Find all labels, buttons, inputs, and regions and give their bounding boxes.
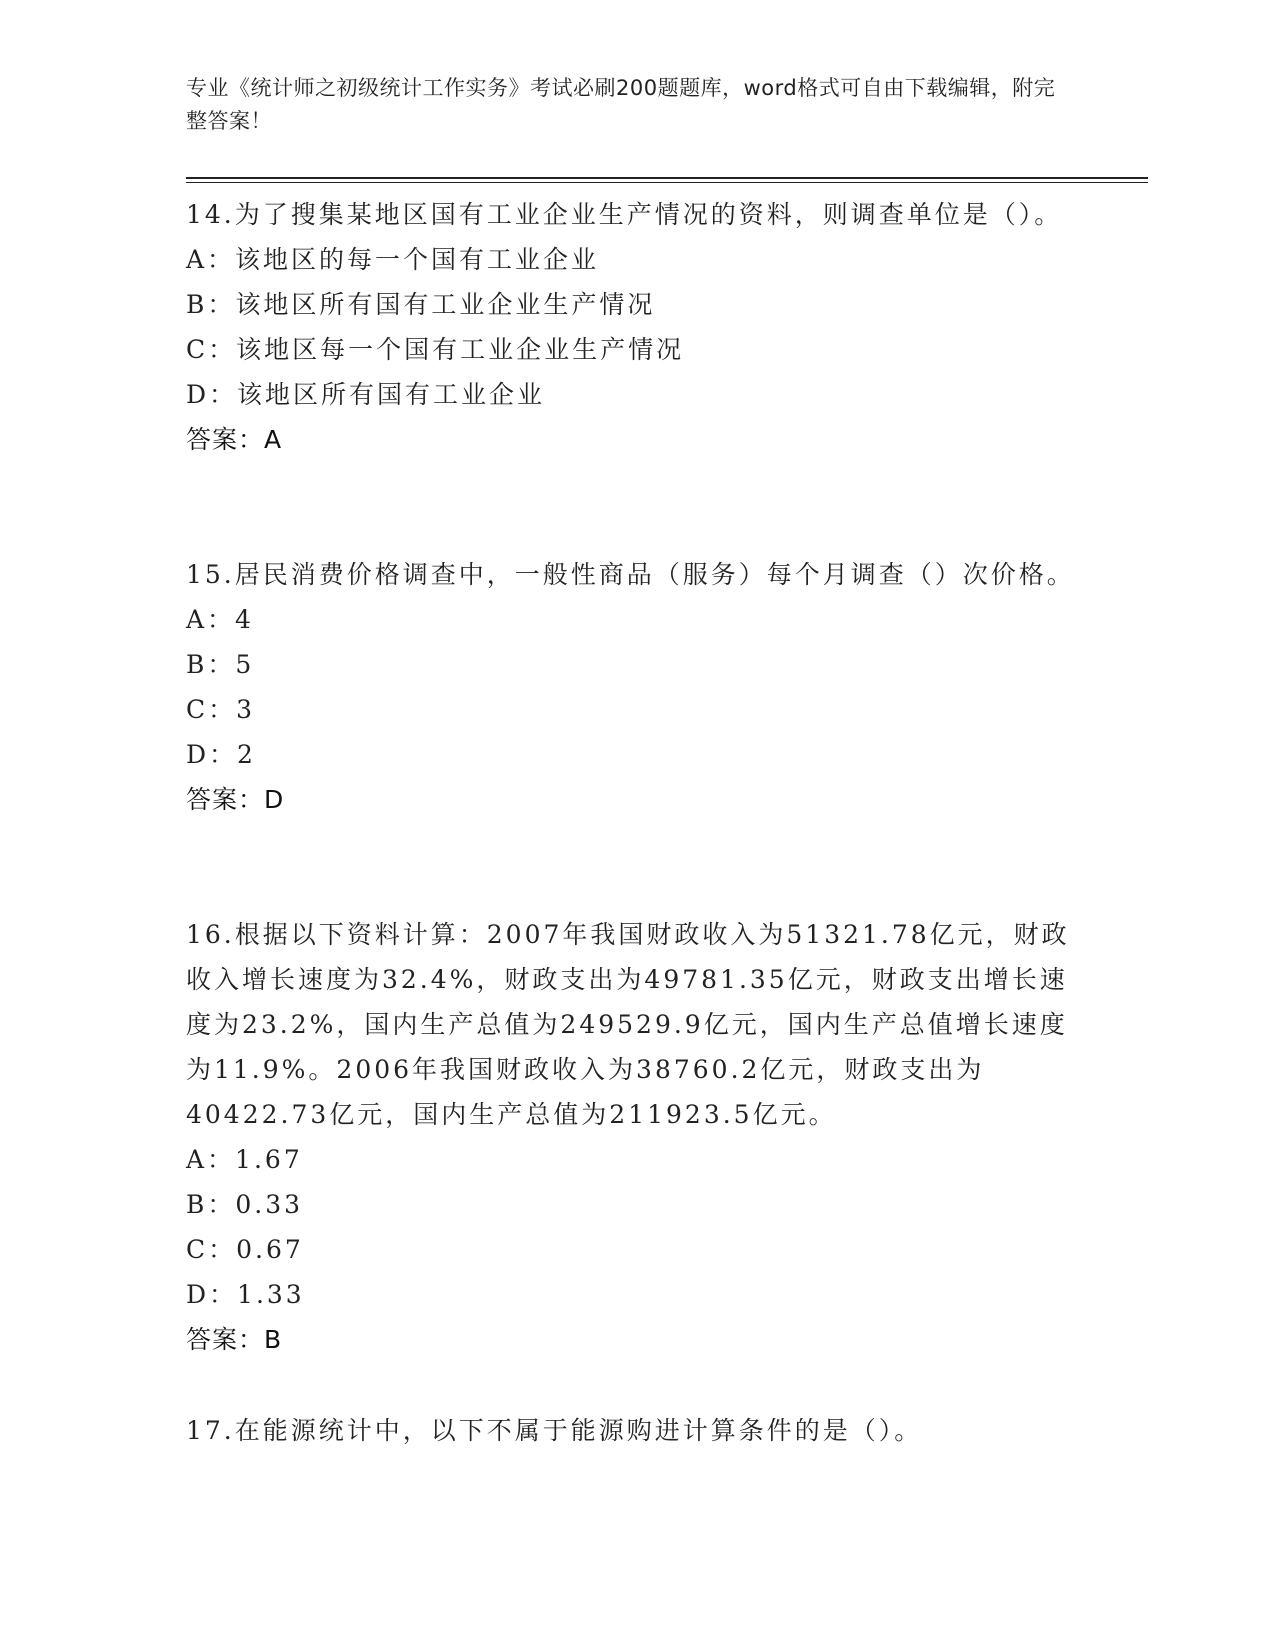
question-stem: 16.根据以下资料计算：2007年我国财政收入为51321.78亿元，财政收入增长速度为32.4%，财政支出为49781.35亿元，财政支出增长速度为23.2%，国内生产总值为249529.9亿元，国内生产总值增长速度为11.9%。2006年我国财政收入为38760.2亿元，财政支出为40422.73亿元，国内生产总值为211923.5亿元。 [186,920,1070,1129]
question-14 [186,192,1076,462]
header-divider-thin [186,182,1148,183]
question-16 [186,912,1076,1362]
answer-line: 答案：B [186,1325,283,1354]
option-d: D：2 [186,740,256,769]
option-c: C：0.67 [186,1235,304,1264]
option-c: C：3 [186,695,256,724]
question-stem: 17.在能源统计中，以下不属于能源购进计算条件的是（）。 [186,1416,923,1445]
option-d: D：该地区所有国有工业企业 [186,380,546,409]
header-divider-thick [186,177,1148,179]
option-c: C：该地区每一个国有工业企业生产情况 [186,335,685,364]
option-d: D：1.33 [186,1280,305,1309]
answer-line: 答案：D [186,785,285,814]
document-header: 专业《统计师之初级统计工作实务》考试必刷200题题库，word格式可自由下载编辑，附完整答案！ [186,76,1056,133]
option-a: A：1.67 [186,1145,303,1174]
question-15 [186,552,1076,822]
question-17 [186,1408,1076,1453]
question-stem: 14.为了搜集某地区国有工业企业生产情况的资料，则调查单位是（）。 [186,200,1063,229]
option-a: A：4 [186,605,254,634]
option-b: B：该地区所有国有工业企业生产情况 [186,290,656,319]
question-stem: 15.居民消费价格调查中，一般性商品（服务）每个月调查（）次价格。 [186,560,1075,589]
option-b: B：0.33 [186,1190,304,1219]
option-a: A：该地区的每一个国有工业企业 [186,245,600,274]
option-b: B：5 [186,650,255,679]
answer-line: 答案：A [186,425,283,454]
